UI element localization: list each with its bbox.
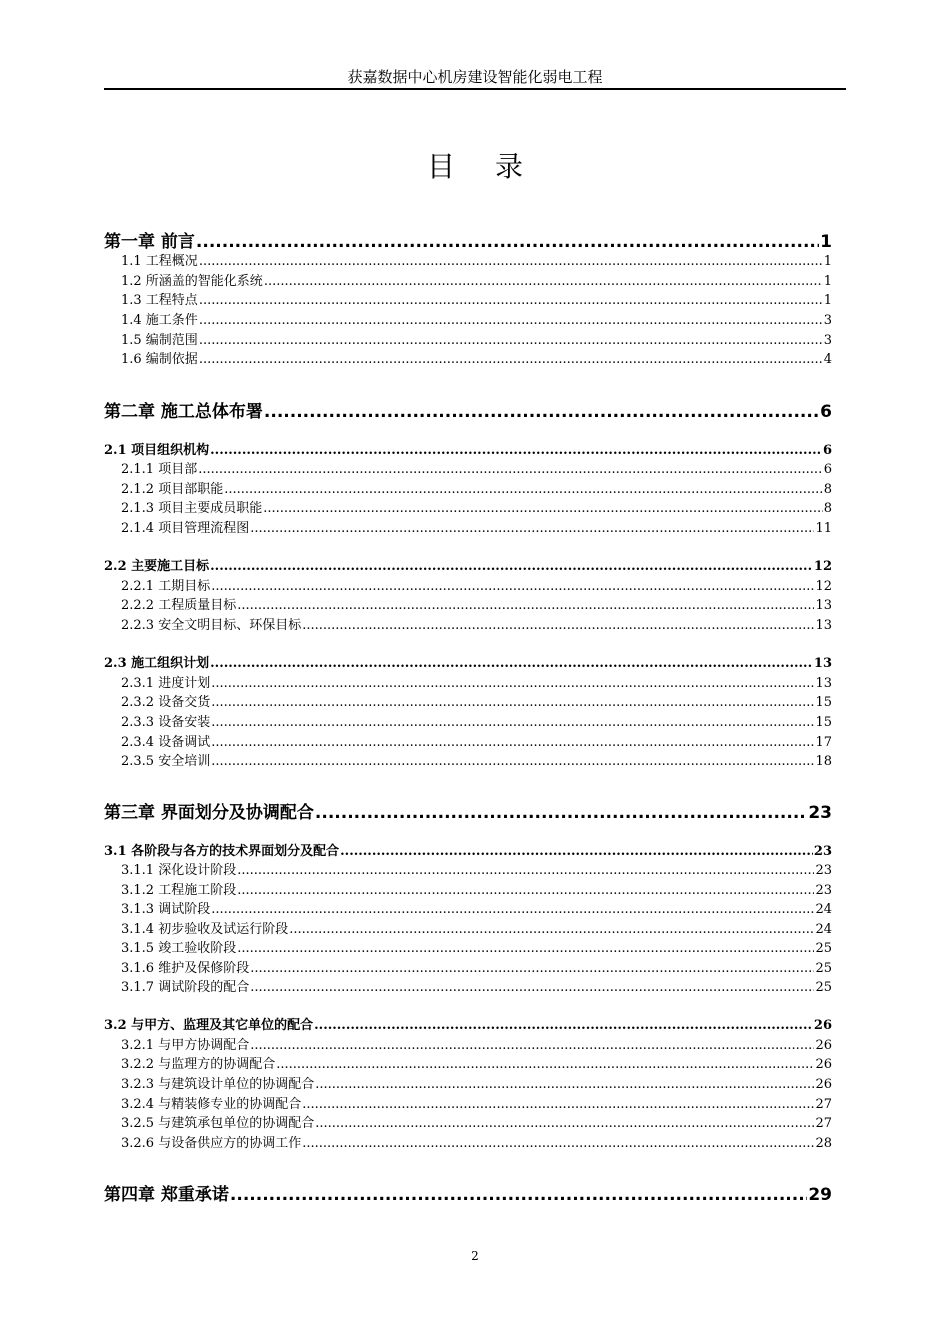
toc-entry-page: 27 bbox=[815, 1097, 832, 1112]
toc-entry-title: 2.1.4 项目管理流程图 bbox=[121, 521, 250, 536]
dot-leader bbox=[302, 1136, 814, 1151]
toc-entry-page: 27 bbox=[815, 1116, 832, 1131]
toc-entry-sub[interactable] bbox=[121, 497, 832, 516]
dot-leader bbox=[211, 735, 814, 750]
toc-entry-page: 12 bbox=[815, 579, 832, 594]
toc-entry-title: 3.2.3 与建筑设计单位的协调配合 bbox=[121, 1077, 315, 1092]
toc-entry-page: 6 bbox=[822, 443, 832, 458]
toc-entry-page: 13 bbox=[815, 676, 832, 691]
toc-entry-sub[interactable] bbox=[121, 976, 832, 995]
toc-entry-sub[interactable] bbox=[121, 289, 832, 308]
dot-leader bbox=[264, 274, 823, 289]
toc-title: 目录 bbox=[426, 150, 563, 183]
dot-leader bbox=[199, 333, 823, 348]
dot-leader bbox=[276, 1057, 814, 1072]
toc-entry-page: 29 bbox=[808, 1185, 832, 1205]
toc-entry-title: 2.1.1 项目部 bbox=[121, 462, 198, 477]
running-header: 获嘉数据中心机房建设智能化弱电工程 bbox=[104, 66, 846, 90]
toc-entry-sub[interactable] bbox=[121, 1073, 832, 1092]
toc-entry-section[interactable] bbox=[104, 439, 832, 458]
toc-entry-sub[interactable] bbox=[121, 614, 832, 633]
toc-entry-page: 4 bbox=[823, 352, 832, 367]
toc-entry-page: 3 bbox=[823, 313, 832, 328]
toc-entry-page: 6 bbox=[823, 462, 832, 477]
dot-leader bbox=[211, 676, 814, 691]
toc-entry-sub[interactable] bbox=[121, 478, 832, 497]
toc-entry-page: 13 bbox=[815, 618, 832, 633]
toc-entry-title: 第二章 施工总体布署 bbox=[104, 402, 263, 422]
toc-entry-page: 6 bbox=[820, 402, 832, 422]
toc-entry-page: 17 bbox=[815, 735, 832, 750]
toc-entry-title: 3.1.3 调试阶段 bbox=[121, 902, 211, 917]
toc-entry-sub[interactable] bbox=[121, 859, 832, 878]
dot-leader bbox=[211, 902, 814, 917]
toc-entry-sub[interactable] bbox=[121, 918, 832, 937]
dot-leader bbox=[198, 462, 823, 477]
toc-entry-sub[interactable] bbox=[121, 1053, 832, 1072]
dot-leader bbox=[250, 961, 814, 976]
toc-entry-title: 2.3.1 进度计划 bbox=[121, 676, 211, 691]
toc-entry-sub[interactable] bbox=[121, 575, 832, 594]
toc-entry-page: 13 bbox=[815, 598, 832, 613]
toc-entry-title: 1.2 所涵盖的智能化系统 bbox=[121, 274, 263, 289]
dot-leader bbox=[250, 521, 814, 536]
dot-leader bbox=[211, 579, 814, 594]
toc-entry-title: 2.1.3 项目主要成员职能 bbox=[121, 501, 263, 516]
toc-entry-title: 2.3 施工组织计划 bbox=[104, 656, 210, 671]
toc-entry-sub[interactable] bbox=[121, 270, 832, 289]
toc-entry-page: 12 bbox=[813, 559, 832, 574]
toc-entry-sub[interactable] bbox=[121, 898, 832, 917]
dot-leader bbox=[340, 844, 813, 859]
toc-entry-chapter[interactable] bbox=[104, 798, 832, 823]
toc-entry-sub[interactable] bbox=[121, 517, 832, 536]
toc-entry-sub[interactable] bbox=[121, 250, 832, 269]
toc-entry-sub[interactable] bbox=[121, 731, 832, 750]
toc-entry-title: 1.4 施工条件 bbox=[121, 313, 198, 328]
toc-entry-title: 3.1 各阶段与各方的技术界面划分及配合 bbox=[104, 844, 340, 859]
dot-leader bbox=[199, 254, 823, 269]
toc-entry-title: 2.2 主要施工目标 bbox=[104, 559, 210, 574]
toc-entry-section[interactable] bbox=[104, 1014, 832, 1033]
toc-entry-page: 8 bbox=[823, 482, 832, 497]
toc-entry-title: 2.3.2 设备交货 bbox=[121, 695, 211, 710]
toc-entry-page: 23 bbox=[808, 803, 832, 823]
dot-leader bbox=[224, 482, 823, 497]
toc-entry-page: 24 bbox=[815, 902, 832, 917]
toc-entry-title: 3.2.6 与设备供应方的协调工作 bbox=[121, 1136, 302, 1151]
toc-entry-title: 1.6 编制依据 bbox=[121, 352, 198, 367]
dot-leader bbox=[302, 618, 814, 633]
dot-leader bbox=[211, 754, 814, 769]
toc-entry-title: 3.1.2 工程施工阶段 bbox=[121, 883, 237, 898]
dot-leader bbox=[211, 695, 814, 710]
toc-entry-section[interactable] bbox=[104, 840, 832, 859]
toc-entry-page: 1 bbox=[823, 254, 832, 269]
dot-leader bbox=[210, 443, 822, 458]
toc-entry-chapter[interactable] bbox=[104, 227, 832, 252]
dot-leader bbox=[210, 559, 813, 574]
toc-entry-page: 26 bbox=[813, 1018, 832, 1033]
dot-leader bbox=[315, 1077, 814, 1092]
toc-entry-sub[interactable] bbox=[121, 1112, 832, 1131]
toc-entry-page: 15 bbox=[815, 715, 832, 730]
toc-entry-title: 3.1.5 竣工验收阶段 bbox=[121, 941, 237, 956]
dot-leader bbox=[264, 402, 819, 422]
dot-leader bbox=[196, 232, 819, 252]
toc-entry-page: 23 bbox=[815, 883, 832, 898]
toc-entry-title: 3.1.7 调试阶段的配合 bbox=[121, 980, 250, 995]
toc-entry-title: 3.2.2 与监理方的协调配合 bbox=[121, 1057, 276, 1072]
dot-leader bbox=[237, 941, 814, 956]
toc-entry-sub[interactable] bbox=[121, 1093, 832, 1112]
toc-entry-page: 26 bbox=[815, 1077, 832, 1092]
dot-leader bbox=[263, 501, 823, 516]
toc-entry-title: 3.1.4 初步验收及试运行阶段 bbox=[121, 922, 289, 937]
toc-entry-page: 25 bbox=[815, 941, 832, 956]
toc-entry-sub[interactable] bbox=[121, 594, 832, 613]
toc-entry-title: 1.3 工程特点 bbox=[121, 293, 198, 308]
dot-leader bbox=[237, 863, 814, 878]
toc-entry-title: 3.2.5 与建筑承包单位的协调配合 bbox=[121, 1116, 315, 1131]
toc-entry-page: 1 bbox=[823, 274, 832, 289]
toc-entry-title: 3.1.6 维护及保修阶段 bbox=[121, 961, 250, 976]
toc-entry-sub[interactable] bbox=[121, 879, 832, 898]
toc-entry-title: 1.5 编制范围 bbox=[121, 333, 198, 348]
dot-leader bbox=[199, 313, 823, 328]
toc-entry-sub[interactable] bbox=[121, 458, 832, 477]
toc-entry-title: 3.2.4 与精装修专业的协调配合 bbox=[121, 1097, 302, 1112]
toc-entry-title: 3.1.1 深化设计阶段 bbox=[121, 863, 237, 878]
dot-leader bbox=[315, 803, 807, 823]
toc-entry-sub[interactable] bbox=[121, 309, 832, 328]
toc-entry-title: 2.1.2 项目部职能 bbox=[121, 482, 224, 497]
toc-entry-page: 13 bbox=[813, 656, 832, 671]
toc-entry-page: 1 bbox=[820, 232, 832, 252]
page-number: 2 bbox=[471, 1249, 479, 1263]
dot-leader bbox=[302, 1097, 814, 1112]
toc-entry-sub[interactable] bbox=[121, 1034, 832, 1053]
toc-entry-sub[interactable] bbox=[121, 937, 832, 956]
toc-entry-page: 25 bbox=[815, 961, 832, 976]
toc-entry-sub[interactable] bbox=[121, 1132, 832, 1151]
toc-entry-sub[interactable] bbox=[121, 329, 832, 348]
dot-leader bbox=[289, 922, 814, 937]
dot-leader bbox=[314, 1018, 813, 1033]
toc-entry-page: 24 bbox=[815, 922, 832, 937]
toc-entry-title: 2.2.2 工程质量目标 bbox=[121, 598, 237, 613]
toc-entry-title: 2.3.5 安全培训 bbox=[121, 754, 211, 769]
toc-entry-title: 2.3.4 设备调试 bbox=[121, 735, 211, 750]
toc-entry-sub[interactable] bbox=[121, 957, 832, 976]
toc-entry-title: 1.1 工程概况 bbox=[121, 254, 198, 269]
dot-leader bbox=[199, 352, 823, 367]
toc-entry-page: 26 bbox=[815, 1038, 832, 1053]
toc-entry-title: 3.2.1 与甲方协调配合 bbox=[121, 1038, 250, 1053]
toc-entry-sub[interactable] bbox=[121, 711, 832, 730]
toc-entry-page: 23 bbox=[815, 863, 832, 878]
dot-leader bbox=[315, 1116, 814, 1131]
toc-entry-page: 8 bbox=[823, 501, 832, 516]
toc-entry-sub[interactable] bbox=[121, 672, 832, 691]
dot-leader bbox=[237, 598, 814, 613]
toc-entry-section[interactable] bbox=[104, 652, 832, 671]
toc-entry-page: 28 bbox=[815, 1136, 832, 1151]
toc-entry-page: 18 bbox=[815, 754, 832, 769]
dot-leader bbox=[237, 883, 814, 898]
toc-entry-title: 2.3.3 设备安装 bbox=[121, 715, 211, 730]
toc-entry-page: 1 bbox=[823, 293, 832, 308]
toc-entry-section[interactable] bbox=[104, 555, 832, 574]
toc-entry-sub[interactable] bbox=[121, 750, 832, 769]
toc-entry-page: 25 bbox=[815, 980, 832, 995]
toc-entry-sub[interactable] bbox=[121, 691, 832, 710]
toc-entry-page: 11 bbox=[815, 521, 832, 536]
toc-entry-chapter[interactable] bbox=[104, 1180, 832, 1205]
dot-leader bbox=[211, 715, 814, 730]
dot-leader bbox=[250, 980, 814, 995]
toc-entry-page: 15 bbox=[815, 695, 832, 710]
toc-entry-title: 3.2 与甲方、监理及其它单位的配合 bbox=[104, 1018, 314, 1033]
toc-entry-page: 23 bbox=[813, 844, 832, 859]
dot-leader bbox=[230, 1185, 807, 1205]
toc-entry-title: 2.2.1 工期目标 bbox=[121, 579, 211, 594]
dot-leader bbox=[210, 656, 813, 671]
toc-entry-page: 26 bbox=[815, 1057, 832, 1072]
toc-entry-title: 第一章 前言 bbox=[104, 232, 195, 252]
toc-entry-title: 第三章 界面划分及协调配合 bbox=[104, 803, 314, 823]
toc-entry-title: 2.1 项目组织机构 bbox=[104, 443, 210, 458]
toc-entry-chapter[interactable] bbox=[104, 397, 832, 422]
toc-entry-page: 3 bbox=[823, 333, 832, 348]
dot-leader bbox=[250, 1038, 814, 1053]
dot-leader bbox=[199, 293, 823, 308]
toc-entry-title: 第四章 郑重承诺 bbox=[104, 1185, 229, 1205]
toc-entry-sub[interactable] bbox=[121, 348, 832, 367]
toc-entry-title: 2.2.3 安全文明目标、环保目标 bbox=[121, 618, 302, 633]
